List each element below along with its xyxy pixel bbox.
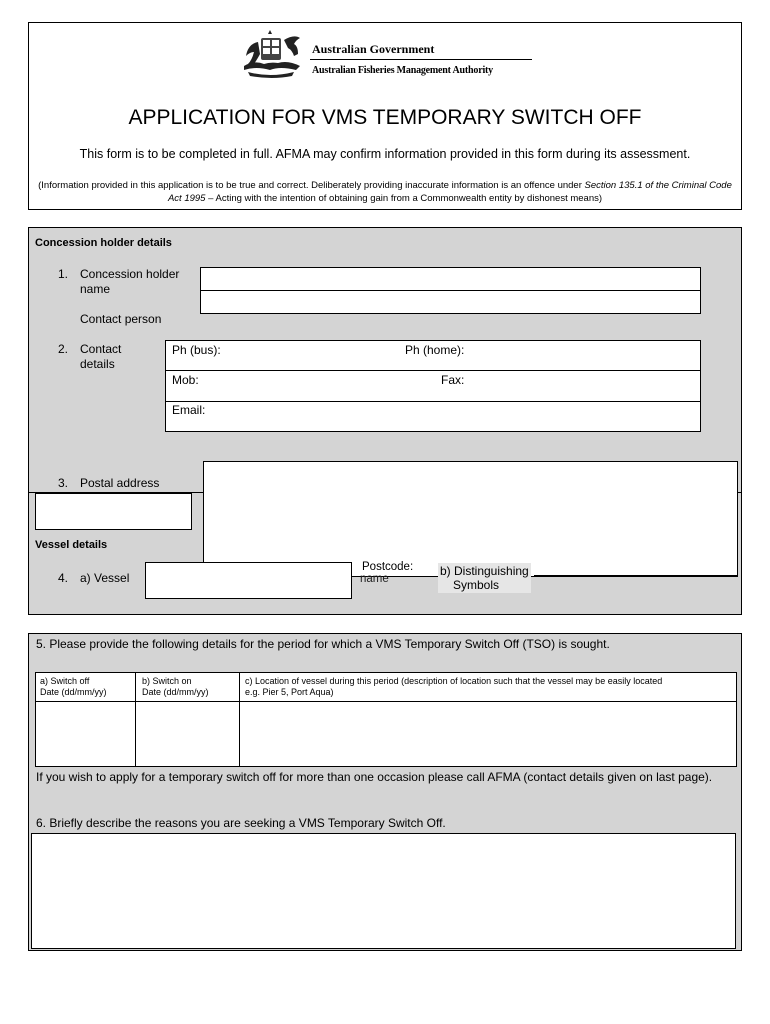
- col-b-line-1: b) Switch on: [142, 676, 192, 686]
- distinguishing-line-1: b) Distinguishing: [440, 564, 529, 578]
- distinguishing-label: [438, 563, 531, 593]
- vessel-name-input[interactable]: [145, 562, 352, 599]
- q5-text: 5. Please provide the following details for the period for which a VMS Temporary Switch Off (TSO) is sought.: [36, 637, 610, 651]
- gov-name: Australian Government: [312, 42, 435, 56]
- postal-address-input[interactable]: [203, 461, 738, 577]
- postcode-input[interactable]: [35, 493, 192, 530]
- col-c-line-1: c) Location of vessel during this period (description of location such that the vessel may be easily located: [245, 676, 663, 686]
- mob-label[interactable]: Mob:: [172, 373, 199, 387]
- contact-person-input[interactable]: [200, 290, 701, 314]
- q3-number: 3.: [58, 476, 69, 490]
- col-a-line-2: Date (dd/mm/yy): [40, 687, 107, 697]
- agency-name: Australian Fisheries Management Authority: [312, 65, 493, 76]
- col-b-line-2: Date (dd/mm/yy): [142, 687, 209, 697]
- q1-number: 1.: [58, 267, 69, 281]
- fax-label[interactable]: Fax:: [441, 373, 465, 387]
- page-subtitle: This form is to be completed in full. AFMA may confirm information provided in this form during its assessment.: [79, 147, 691, 161]
- legal-notice-post: – Acting with the intention of obtaining gain from a Commonwealth entity by dishonest means): [205, 193, 603, 204]
- col-c-header: [245, 676, 733, 698]
- q1-label: Concession holder name: [80, 267, 180, 296]
- email-label[interactable]: Email:: [172, 403, 206, 417]
- legal-notice-pre: (Information provided in this application is to be true and correct. Deliberately providing inaccurate information is an offence under: [38, 180, 585, 191]
- header-rule: [310, 59, 532, 60]
- location-input[interactable]: [240, 702, 736, 766]
- col-a-header: [40, 676, 107, 698]
- vessel-heading: Vessel details: [35, 539, 108, 551]
- q2-label: Contact details: [80, 342, 122, 371]
- switch-off-date-input[interactable]: [36, 702, 134, 766]
- section-overlap-rule: [738, 492, 742, 493]
- legal-notice: [36, 179, 734, 205]
- q2-number: 2.: [58, 342, 69, 356]
- vessel-name-label: name: [360, 573, 389, 585]
- ph-home-label[interactable]: Ph (home):: [405, 343, 465, 357]
- col-c-line-2: e.g. Pier 5, Port Aqua): [245, 687, 334, 697]
- reasons-textarea[interactable]: [31, 833, 736, 949]
- concession-holder-name-input[interactable]: [200, 267, 701, 291]
- contact-row-divider: [165, 401, 701, 402]
- page-title: APPLICATION FOR VMS TEMPORARY SWITCH OFF: [128, 106, 642, 129]
- legal-notice-italic: Section 135.1 of the Criminal Code Act 1995: [167, 180, 732, 204]
- ph-bus-label[interactable]: Ph (bus):: [172, 343, 221, 357]
- postcode-underline: [534, 575, 738, 576]
- postcode-label: Postcode:: [362, 561, 414, 573]
- contact-person-label: Contact person: [80, 312, 162, 326]
- distinguishing-line-2: Symbols: [453, 578, 500, 592]
- switch-on-date-input[interactable]: [136, 702, 238, 766]
- q6-text: 6. Briefly describe the reasons you are seeking a VMS Temporary Switch Off.: [36, 816, 446, 830]
- q3-label: Postal address: [80, 476, 160, 490]
- col-a-line-1: a) Switch off: [40, 676, 90, 686]
- multi-occasion-note: If you wish to apply for a temporary switch off for more than one occasion please call AFMA (contact details given on last page).: [36, 770, 713, 784]
- col-b-header: [142, 676, 209, 698]
- q4-label: a) Vessel: [80, 571, 130, 585]
- coat-of-arms-icon: [236, 28, 306, 82]
- contact-row-divider: [165, 370, 701, 371]
- concession-heading: Concession holder details: [35, 237, 172, 249]
- q4-number: 4.: [58, 571, 69, 585]
